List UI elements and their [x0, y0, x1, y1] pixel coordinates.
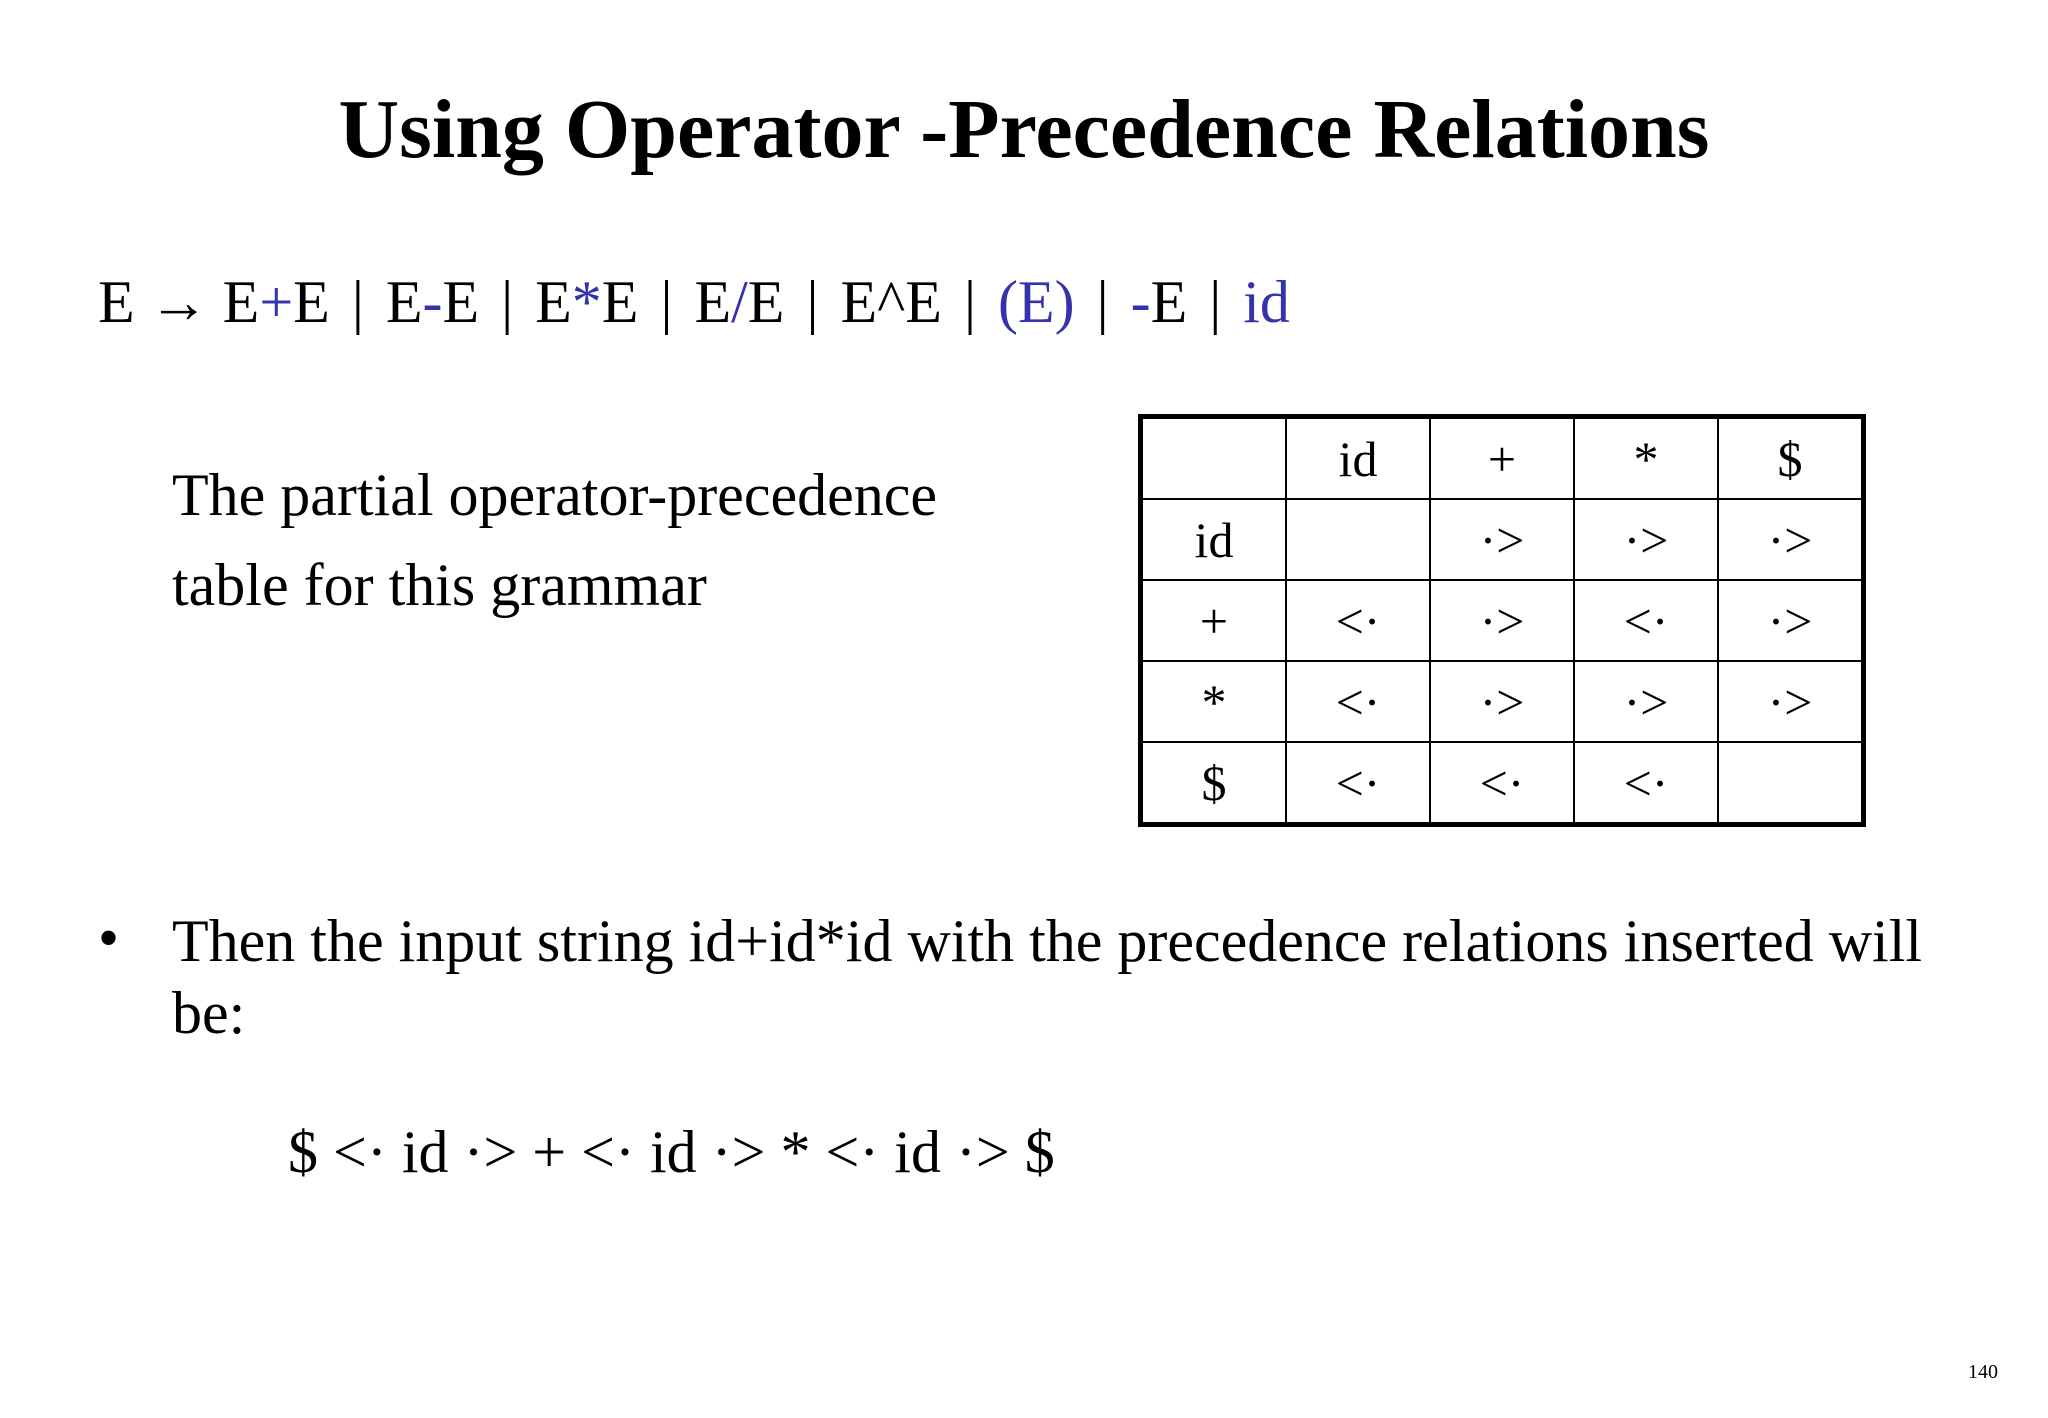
- bullet-icon: •: [98, 905, 120, 971]
- table-cell: ·>: [1718, 661, 1864, 742]
- separator: |: [1209, 269, 1222, 335]
- table-cell: [1286, 499, 1430, 580]
- production-2: E-E: [385, 269, 480, 335]
- separator: |: [963, 269, 976, 335]
- table-row-header: id: [1141, 499, 1287, 580]
- production-1: E+E: [222, 269, 330, 335]
- table-header-cell: *: [1574, 417, 1718, 500]
- production-6: (E): [997, 269, 1075, 335]
- description-line-1: The partial operator-precedence: [172, 462, 937, 528]
- table-cell: ·>: [1430, 661, 1574, 742]
- table-row-header: $: [1141, 742, 1287, 825]
- bullet-text: Then the input string id+id*id with the precedence relations inserted will be:: [172, 908, 1923, 1046]
- table-row: [1141, 499, 1864, 580]
- table-header-cell: +: [1430, 417, 1574, 500]
- table-corner-cell: [1141, 417, 1287, 500]
- separator: |: [806, 269, 819, 335]
- table-row: [1141, 742, 1864, 825]
- production-4: E/E: [694, 269, 785, 335]
- table-cell: <·: [1430, 742, 1574, 825]
- example-string: $ <· id ·> + <· id ·> * <· id ·> $: [288, 1119, 1055, 1185]
- production-5: E^E: [840, 269, 942, 335]
- grammar-rule: [98, 262, 1290, 342]
- precedence-table: [1138, 414, 1866, 827]
- arrow-icon: →: [148, 269, 209, 335]
- table-cell: ·>: [1718, 499, 1864, 580]
- separator: |: [660, 269, 673, 335]
- table-row: [1141, 580, 1864, 661]
- table-row-header: *: [1141, 661, 1287, 742]
- table-cell: <·: [1574, 742, 1718, 825]
- table-row: [1141, 661, 1864, 742]
- table-header-cell: $: [1718, 417, 1864, 500]
- table-header-cell: id: [1286, 417, 1430, 500]
- table-cell: ·>: [1574, 661, 1718, 742]
- table-cell: <·: [1286, 661, 1430, 742]
- table-header-row: [1141, 417, 1864, 500]
- production-7: -E: [1130, 269, 1188, 335]
- description-line-2: table for this grammar: [172, 552, 707, 618]
- table-cell: ·>: [1574, 499, 1718, 580]
- page-number: 140: [1968, 1361, 1998, 1383]
- table-row-header: +: [1141, 580, 1287, 661]
- separator: |: [1096, 269, 1109, 335]
- table-cell: ·>: [1718, 580, 1864, 661]
- table-cell: ·>: [1430, 580, 1574, 661]
- table-cell: ·>: [1430, 499, 1574, 580]
- production-8: id: [1243, 269, 1290, 335]
- table-cell: <·: [1574, 580, 1718, 661]
- separator: |: [501, 269, 514, 335]
- separator: |: [351, 269, 364, 335]
- table-cell: <·: [1286, 580, 1430, 661]
- slide-title: Using Operator -Precedence Relations: [338, 83, 1710, 176]
- table-cell: [1718, 742, 1864, 825]
- table-description: [172, 450, 937, 630]
- production-3: E*E: [535, 269, 639, 335]
- table-cell: <·: [1286, 742, 1430, 825]
- grammar-lhs: E: [98, 269, 135, 335]
